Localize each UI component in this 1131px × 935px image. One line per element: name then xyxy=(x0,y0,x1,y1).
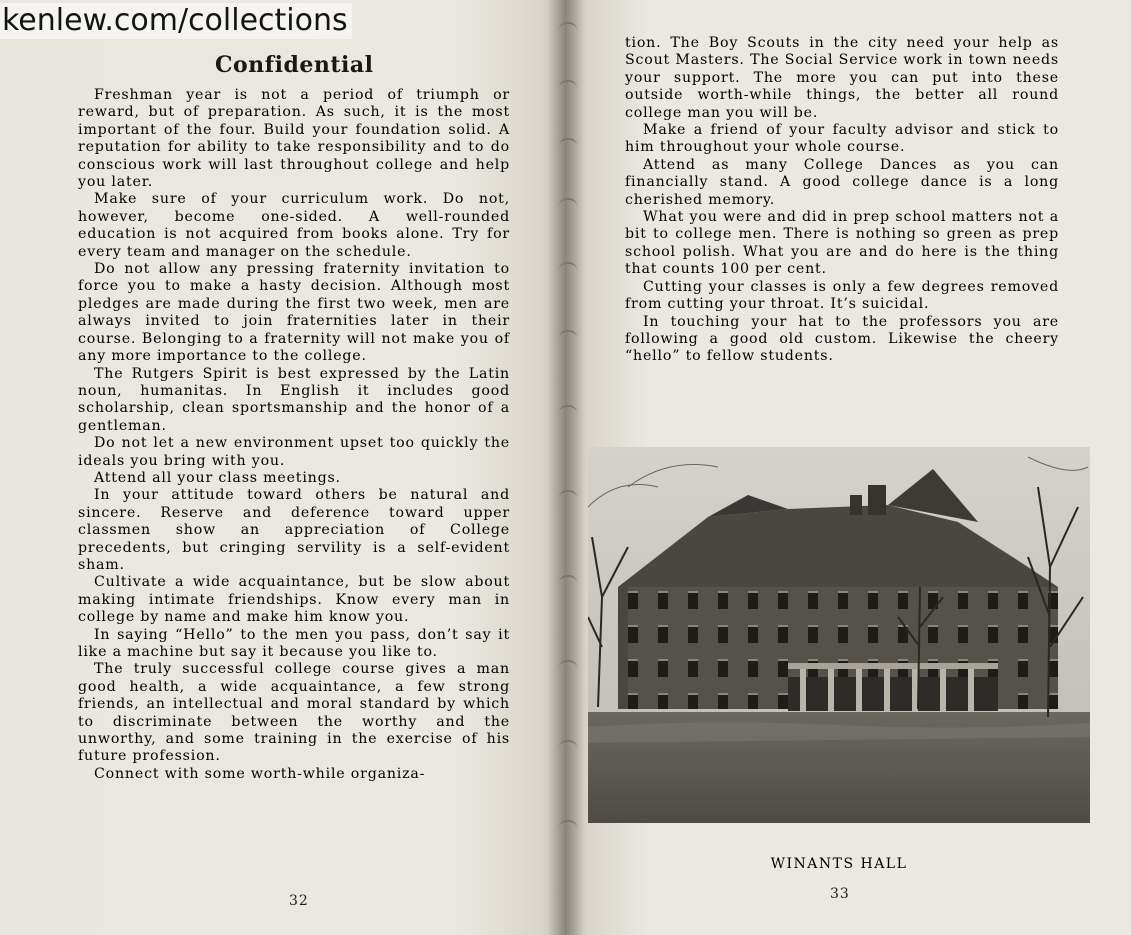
paragraph: Attend as many College Dances as you can financially stand. A good college dance is a long cherished memory. xyxy=(625,156,1059,208)
paragraph: Freshman year is not a period of triumph or reward, but of preparation. As such, it is the most important of the four. Build your foundation solid. A reputation for ability to take responsibility and to do conscious work will last throughout college and help you later. xyxy=(78,87,510,191)
binding-ring-icon xyxy=(559,405,577,413)
paragraph: In saying “Hello” to the men you pass, don’t say it like a machine but say it because you like to. xyxy=(78,626,510,660)
winants-hall-photo xyxy=(588,447,1090,823)
right-page-number: 33 xyxy=(830,886,850,902)
paragraph: Cultivate a wide acquaintance, but be slow about making intimate friendships. Know every man in college by name and make him know you. xyxy=(78,574,510,626)
binding-ring-icon xyxy=(559,575,577,583)
right-text-column xyxy=(625,35,1059,366)
binding-ring-icon xyxy=(559,740,577,748)
paragraph: Cutting your classes is only a few degrees removed from cutting your throat. It’s suicidal. xyxy=(625,278,1059,313)
paragraph: In your attitude toward others be natural and sincere. Reserve and deference toward upper classmen show an appreciation of College precedents, but cringing servility is a self-evident sham. xyxy=(78,487,510,573)
binding-ring-icon xyxy=(559,820,577,828)
binding-ring-icon xyxy=(559,198,577,206)
paragraph: Make a friend of your faculty advisor and stick to him throughout your whole course. xyxy=(625,122,1059,156)
paragraph: Connect with some worth-while organiza- xyxy=(94,765,426,782)
paragraph: In touching your hat to the professors you are following a good old custom. Likewise the cheery “hello” to fellow students. xyxy=(625,313,1059,365)
binding-ring-icon xyxy=(559,138,577,146)
paragraph: Do not allow any pressing fraternity invitation to force you to make a hasty decision. Although most pledges are made during the first two week, men are always invited to join fraternities later in their course. Belonging to a fraternity will not make you of any more importance to the college. xyxy=(78,261,510,365)
paragraph: What you were and did in prep school matters not a bit to college men. There is nothing so green as prep school polish. What you are and do here is the thing that counts 100 per cent. xyxy=(625,209,1059,278)
left-page-number: 32 xyxy=(289,893,309,909)
binding-ring-icon xyxy=(559,660,577,668)
paragraph: The Rutgers Spirit is best expressed by the Latin noun, humanitas. In English it includes good scholarship, clean sportsmanship and the honor of a gentleman. xyxy=(78,365,510,434)
paragraph: Do not let a new environment upset too quickly the ideals you bring with you. xyxy=(78,435,510,469)
binding-ring-icon xyxy=(559,22,577,30)
page-title: Confidential xyxy=(215,52,374,78)
left-text-column xyxy=(78,87,510,783)
binding-ring-icon xyxy=(559,80,577,88)
building-illustration xyxy=(588,447,1090,823)
paragraph: Make sure of your curriculum work. Do not, however, become one-sided. A well-rounded education is not acquired from books alone. Try for every team and manager on the schedule. xyxy=(78,191,510,260)
watermark: kenlew.com/collections xyxy=(0,3,352,39)
binding-ring-icon xyxy=(559,490,577,498)
paragraph: The truly successful college course gives a man good health, a wide acquaintance, a few strong friends, an intellectual and moral standard by which to discriminate between the worthy and the unworthy, and some training in the exercise of his future profession. xyxy=(78,661,510,765)
photo-caption: WINANTS HALL xyxy=(770,856,908,872)
binding-ring-icon xyxy=(559,330,577,338)
binding-ring-icon xyxy=(559,262,577,270)
continued-paragraph: tion. The Boy Scouts in the city need your help as Scout Masters. The Social Service work in town needs your support. The more you can put into these outside worth-while things, the better all round college man you will be. xyxy=(625,35,1059,121)
paragraph: Attend all your class meetings. xyxy=(94,469,341,486)
